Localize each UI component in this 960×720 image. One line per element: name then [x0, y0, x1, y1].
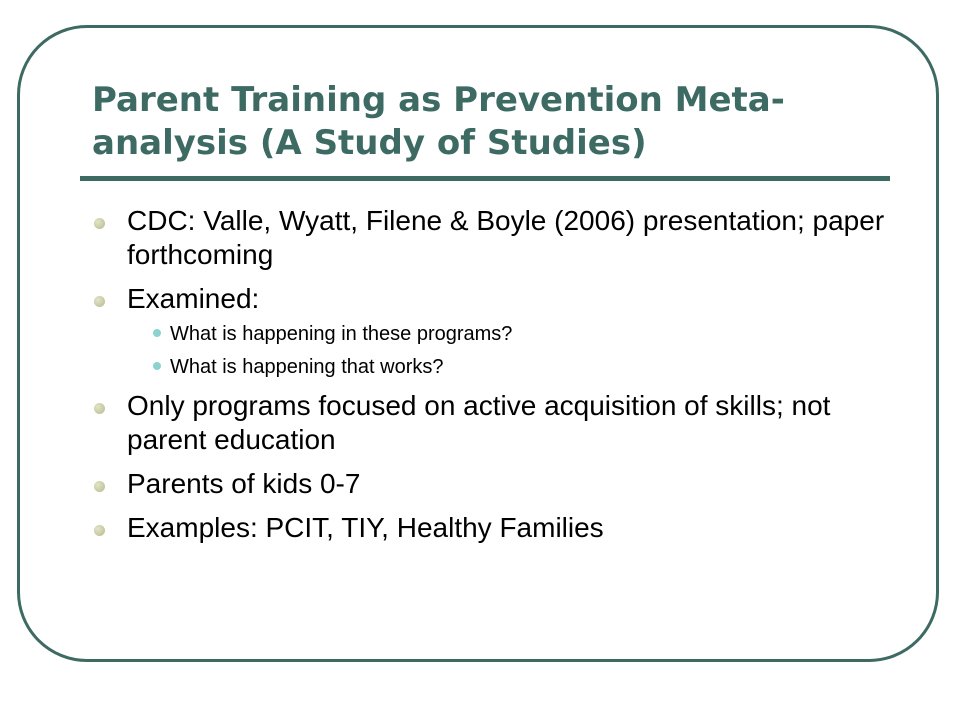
bullet-list: [90, 204, 890, 555]
sub-bullet-list: [127, 322, 890, 379]
bullet-item: [90, 467, 890, 501]
bullet-text: Only programs focused on active acquisition of skills; not parent education: [127, 390, 831, 455]
bullet-text: Examples: PCIT, TIY, Healthy Families: [127, 512, 604, 543]
bullet-text: Examined:: [127, 283, 260, 314]
sub-bullet-item: [127, 355, 890, 379]
sub-bullet-dot-icon: [153, 362, 161, 370]
bullet-dot-icon: [94, 525, 105, 536]
bullet-text: Parents of kids 0-7: [127, 468, 361, 499]
bullet-item: [90, 204, 890, 272]
title-underline: [80, 176, 890, 181]
bullet-item: [90, 282, 890, 379]
bullet-dot-icon: [94, 296, 105, 307]
sub-bullet-text: What is happening in these programs?: [170, 323, 513, 345]
slide-title: Parent Training as Prevention Meta-analysis (A Study of Studies): [92, 80, 785, 163]
bullet-item: [90, 511, 890, 545]
bullet-dot-icon: [94, 403, 105, 414]
sub-bullet-item: [127, 322, 890, 346]
bullet-dot-icon: [94, 218, 105, 229]
bullet-item: [90, 389, 890, 457]
sub-bullet-dot-icon: [153, 329, 161, 337]
bullet-dot-icon: [94, 481, 105, 492]
sub-bullet-text: What is happening that works?: [170, 356, 444, 378]
bullet-text: CDC: Valle, Wyatt, Filene & Boyle (2006) presentation; paper forthcoming: [127, 205, 885, 270]
